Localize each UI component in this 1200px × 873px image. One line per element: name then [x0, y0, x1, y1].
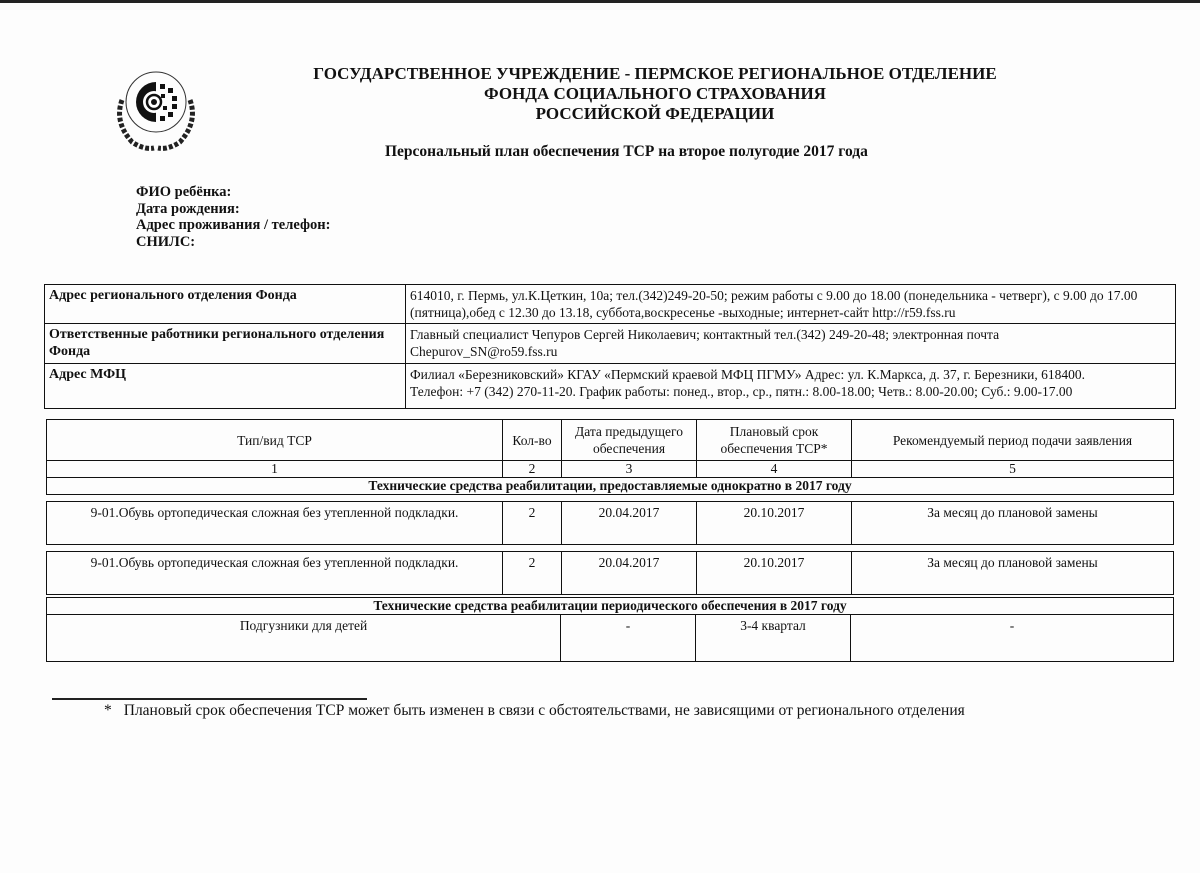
- cell-period: -: [851, 615, 1174, 662]
- col-header-period: Рекомендуемый период подачи заявления: [852, 420, 1174, 461]
- cell-prev-date: 20.04.2017: [562, 502, 697, 545]
- info-row-fund-address: [45, 285, 1176, 324]
- cell-qty: 2: [503, 502, 562, 545]
- footnote: [104, 702, 965, 720]
- info-value-line: Телефон: +7 (342) 270-11-20. График работы: понед., втор., ср., пятн.: 8.00-18.00; Четв.: 8.00-20.00; Суб.: 9.00-17.00: [410, 384, 1073, 399]
- footnote-text: Плановый срок обеспечения ТСР может быть изменен в связи с обстоятельствами, не зависящими от регионального отделения: [123, 702, 965, 719]
- info-value: [406, 364, 1176, 409]
- info-value-line: 614010, г. Пермь, ул.К.Цеткин, 10а; тел.(342)249-20-50; режим работы с 9.00 до 18.00 (понедельника - четверг), с 9.00 до 17.00: [410, 288, 1138, 303]
- plan-title: Персональный план обеспечения ТСР на второе полугодие 2017 года: [385, 143, 868, 160]
- cell-type: Подгузники для детей: [47, 615, 561, 662]
- col-number: 5: [852, 461, 1174, 478]
- table-row: [47, 552, 1174, 595]
- snils-label: СНИЛС:: [136, 233, 196, 250]
- org-line-1: ГОСУДАРСТВЕННОЕ УЧРЕЖДЕНИЕ - ПЕРМСКОЕ РЕГИОНАЛЬНОЕ ОТДЕЛЕНИЕ: [313, 64, 997, 83]
- section-periodic: [47, 598, 1174, 615]
- footnote-star: *: [104, 702, 112, 719]
- info-label: Адрес регионального отделения Фонда: [45, 285, 406, 324]
- org-line-2: ФОНДА СОЦИАЛЬНОГО СТРАХОВАНИЯ: [484, 84, 826, 103]
- table-header-row: [47, 420, 1174, 461]
- child-info: [136, 184, 330, 250]
- address-label: Адрес проживания / телефон:: [136, 217, 331, 233]
- col-number: 3: [562, 461, 697, 478]
- organization-title: [300, 64, 1010, 124]
- cell-planned: 20.10.2017: [697, 552, 852, 595]
- cell-period: За месяц до плановой замены: [852, 552, 1174, 595]
- cell-type: 9-01.Обувь ортопедическая сложная без утепленной подкладки.: [47, 502, 503, 545]
- info-row-responsible: [45, 324, 1176, 364]
- info-value: [406, 285, 1176, 324]
- org-line-3: РОССИЙСКОЙ ФЕДЕРАЦИИ: [535, 104, 775, 123]
- col-header-prev-date: Дата предыдущего обеспечения: [562, 420, 697, 461]
- fss-emblem-icon: [108, 62, 204, 154]
- cell-type: 9-01.Обувь ортопедическая сложная без утепленной подкладки.: [47, 552, 503, 595]
- cell-planned: 3-4 квартал: [696, 615, 851, 662]
- info-value-line: (пятница),обед с 12.30 до 13.18, суббота,воскресенье -выходные; интернет-сайт http://r59.fss.ru: [410, 305, 956, 320]
- section-onetime: [47, 478, 1174, 495]
- col-header-planned: Плановый срок обеспечения ТСР*: [697, 420, 852, 461]
- cell-period: За месяц до плановой замены: [852, 502, 1174, 545]
- cell-planned: 20.10.2017: [697, 502, 852, 545]
- col-number: 1: [47, 461, 503, 478]
- table-row: [47, 502, 1174, 545]
- info-label: Ответственные работники регионального отделения Фонда: [45, 324, 406, 364]
- info-row-mfc-address: [45, 364, 1176, 409]
- birth-date-label: Дата рождения:: [136, 200, 240, 217]
- column-numbers-row: [47, 461, 1174, 478]
- scan-edge: [0, 0, 1200, 3]
- footnote-divider: [52, 698, 367, 700]
- info-label: Адрес МФЦ: [45, 364, 406, 409]
- periodic-tsr-table: [46, 597, 1174, 662]
- col-header-qty: Кол-во: [503, 420, 562, 461]
- contact-info-table: [44, 284, 1176, 409]
- cell-qty: 2: [503, 552, 562, 595]
- email-link[interactable]: Chepurov_SN@ro59.fss.ru: [410, 344, 558, 359]
- table-row: [47, 615, 1174, 662]
- child-name-label: ФИО ребёнка:: [136, 184, 232, 200]
- col-number: 4: [697, 461, 852, 478]
- tsr-plan-table: [46, 419, 1174, 595]
- info-value-line: Главный специалист Чепуров Сергей Николаевич; контактный тел.(342) 249-20-48; электронная почта: [410, 327, 1000, 342]
- cell-prev-date: -: [561, 615, 696, 662]
- col-number: 2: [503, 461, 562, 478]
- section-title: Технические средства реабилитации периодического обеспечения в 2017 году: [47, 598, 1174, 615]
- col-header-type: Тип/вид ТСР: [47, 420, 503, 461]
- section-title: Технические средства реабилитации, предоставляемые однократно в 2017 году: [47, 478, 1174, 495]
- info-value: [406, 324, 1176, 364]
- cell-prev-date: 20.04.2017: [562, 552, 697, 595]
- info-value-line: Филиал «Березниковский» КГАУ «Пермский краевой МФЦ ПГМУ» Адрес: ул. К.Маркса, д. 37, г. Березники, 618400.: [410, 367, 1086, 382]
